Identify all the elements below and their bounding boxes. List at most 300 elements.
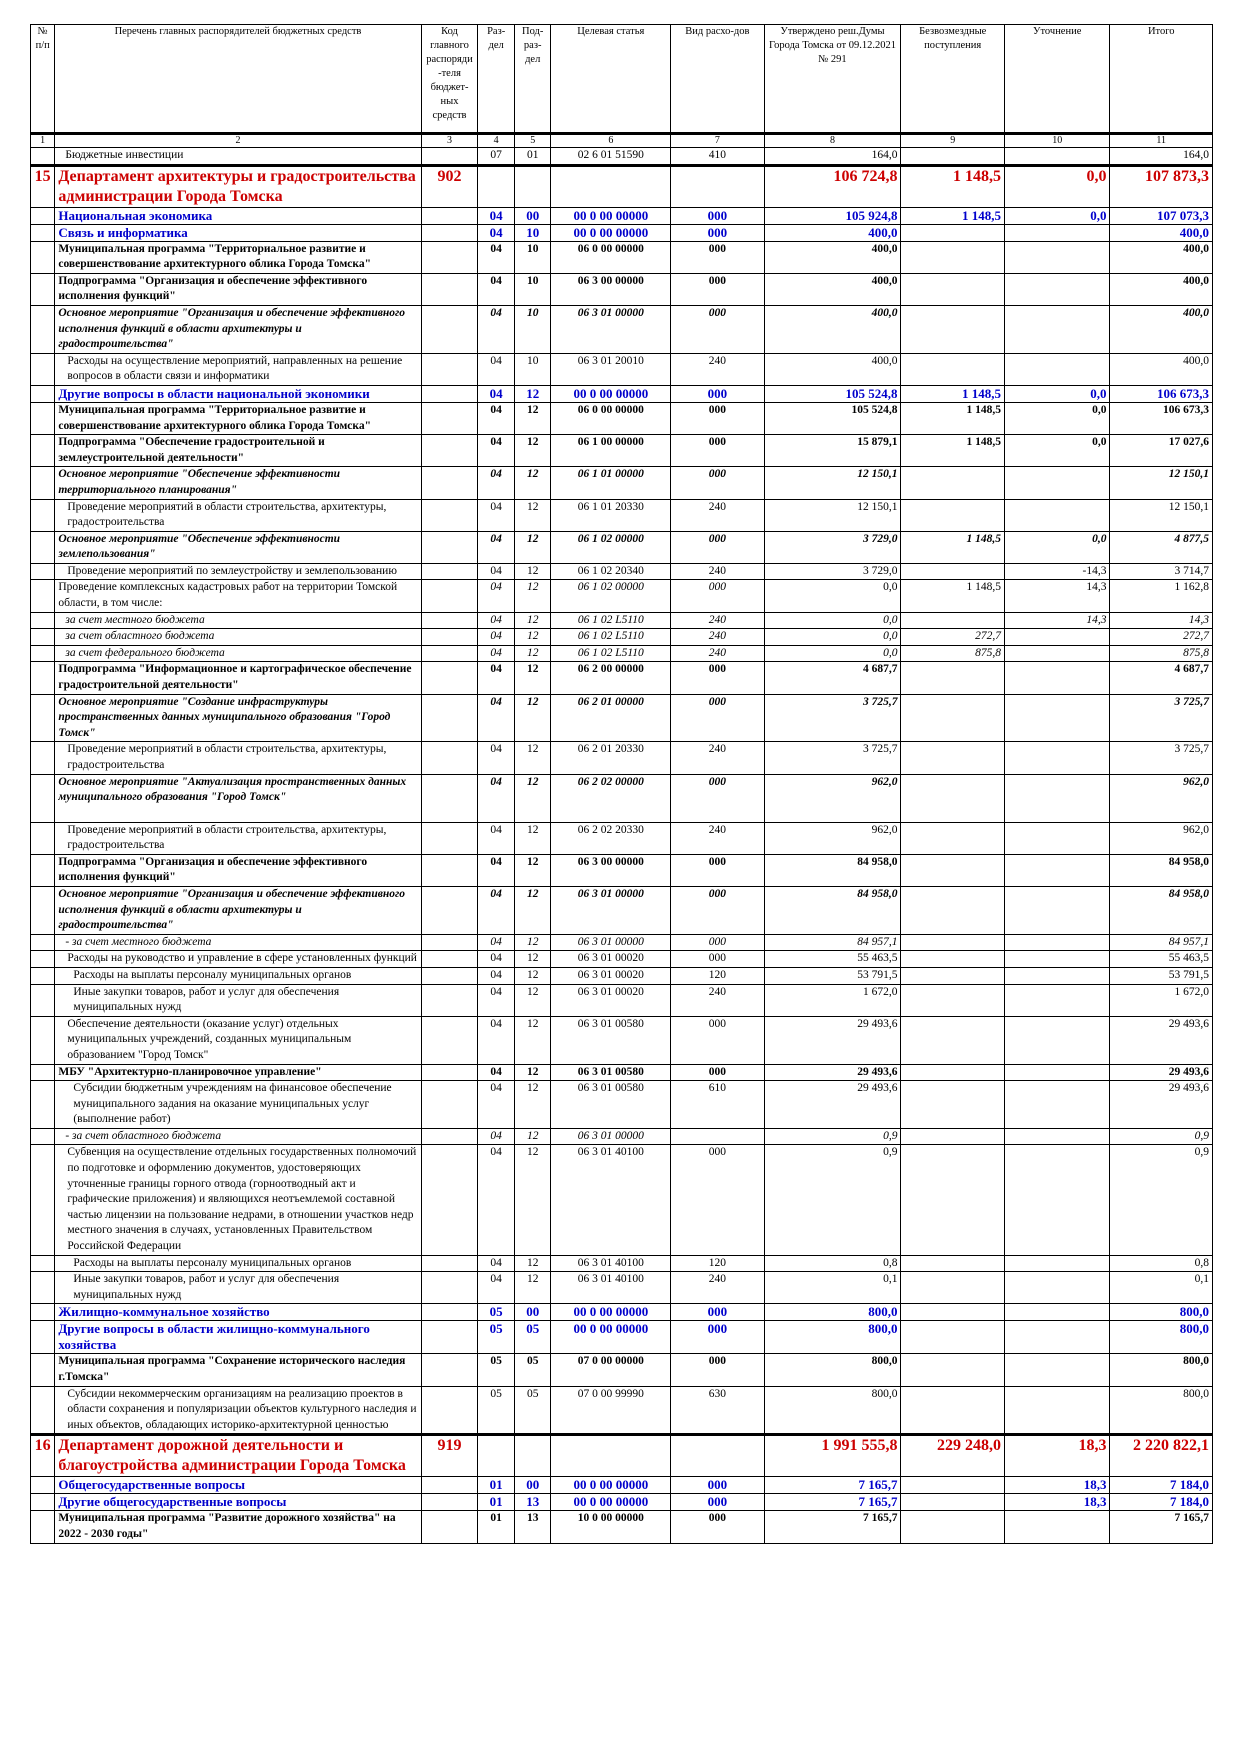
- table-row: [31, 1081, 1213, 1129]
- cell-subsection: 12: [514, 1064, 551, 1081]
- cell-total: 7 184,0: [1110, 1494, 1213, 1511]
- cell-expense-type: 120: [671, 1255, 764, 1272]
- cell-subsection: 12: [514, 385, 551, 402]
- cell-adjustment: [1004, 273, 1110, 305]
- cell-expense-type: [671, 165, 764, 207]
- cell-free-receipts: [901, 774, 1004, 822]
- cell-target-article: 00 0 00 00000: [551, 1321, 671, 1354]
- cell-section: 04: [478, 967, 515, 984]
- cell-name: Субсидии некоммерческим организациям на реализацию проектов в области сохранения и популяризации объектов культурного наследия и иных объектов, обладающих историко-архитектурной ценностью: [55, 1386, 421, 1435]
- cell-section: [478, 1435, 515, 1477]
- cell-row-number: [31, 385, 55, 402]
- cell-subsection: 12: [514, 1016, 551, 1064]
- cell-total: 29 493,6: [1110, 1064, 1213, 1081]
- table-row: [31, 886, 1213, 934]
- cell-adjustment: 14,3: [1004, 612, 1110, 629]
- col-header-target: Целевая статья: [551, 25, 671, 134]
- cell-name: Иные закупки товаров, работ и услуг для обеспечения муниципальных нужд: [55, 984, 421, 1016]
- cell-subsection: 12: [514, 951, 551, 968]
- col-header-num: № п/п: [31, 25, 55, 134]
- cell-name: Проведение комплексных кадастровых работ на территории Томской области, в том числе:: [55, 580, 421, 612]
- table-row: [31, 934, 1213, 951]
- table-row: [31, 1354, 1213, 1386]
- cell-section: 04: [478, 854, 515, 886]
- cell-subsection: 12: [514, 612, 551, 629]
- cell-name: Подпрограмма "Информационное и картографическое обеспечение градостроительной деятельности": [55, 662, 421, 694]
- cell-subsection: 12: [514, 531, 551, 563]
- cell-row-number: [31, 629, 55, 646]
- cell-gr-code: [421, 1255, 478, 1272]
- cell-free-receipts: [901, 1321, 1004, 1354]
- col-header-total: Итого: [1110, 25, 1213, 134]
- cell-target-article: 06 3 01 00000: [551, 886, 671, 934]
- cell-free-receipts: [901, 1016, 1004, 1064]
- cell-free-receipts: 1 148,5: [901, 580, 1004, 612]
- cell-gr-code: [421, 822, 478, 854]
- cell-expense-type: 000: [671, 402, 764, 434]
- cell-expense-type: 000: [671, 934, 764, 951]
- cell-gr-code: [421, 662, 478, 694]
- cell-approved: 3 725,7: [764, 694, 901, 742]
- cell-target-article: 06 0 00 00000: [551, 241, 671, 273]
- cell-section: 04: [478, 241, 515, 273]
- cell-name: Муниципальная программа "Территориальное развитие и совершенствование архитектурного облика Города Томска": [55, 402, 421, 434]
- cell-row-number: [31, 1081, 55, 1129]
- table-row: [31, 951, 1213, 968]
- cell-subsection: 00: [514, 207, 551, 224]
- cell-target-article: 06 3 01 00020: [551, 967, 671, 984]
- cell-subsection: 12: [514, 467, 551, 499]
- cell-free-receipts: 1 148,5: [901, 531, 1004, 563]
- cell-section: 05: [478, 1386, 515, 1435]
- cell-approved: 400,0: [764, 305, 901, 353]
- col-number: 8: [764, 134, 901, 148]
- cell-gr-code: [421, 1128, 478, 1145]
- cell-approved: 962,0: [764, 774, 901, 822]
- table-row: [31, 694, 1213, 742]
- cell-gr-code: [421, 305, 478, 353]
- cell-subsection: 12: [514, 499, 551, 531]
- cell-section: 05: [478, 1304, 515, 1321]
- cell-approved: 4 687,7: [764, 662, 901, 694]
- cell-name: Обеспечение деятельности (оказание услуг) отдельных муниципальных учреждений, созданных муниципальным образованием "Город Томск": [55, 1016, 421, 1064]
- cell-gr-code: [421, 385, 478, 402]
- cell-subsection: 05: [514, 1321, 551, 1354]
- cell-adjustment: [1004, 1272, 1110, 1304]
- cell-target-article: 06 0 00 00000: [551, 402, 671, 434]
- cell-gr-code: [421, 148, 478, 166]
- col-header-section: Раз-дел: [478, 25, 515, 134]
- cell-gr-code: [421, 435, 478, 467]
- cell-approved: 3 729,0: [764, 531, 901, 563]
- cell-row-number: [31, 645, 55, 662]
- col-number: 7: [671, 134, 764, 148]
- cell-free-receipts: [901, 1511, 1004, 1543]
- budget-table-container: [30, 24, 1213, 1544]
- cell-free-receipts: [901, 694, 1004, 742]
- cell-gr-code: [421, 629, 478, 646]
- cell-gr-code: 919: [421, 1435, 478, 1477]
- cell-subsection: [514, 165, 551, 207]
- cell-free-receipts: 1 148,5: [901, 435, 1004, 467]
- cell-approved: 105 924,8: [764, 207, 901, 224]
- table-row: [31, 241, 1213, 273]
- cell-expense-type: 000: [671, 580, 764, 612]
- cell-name: за счет федерального бюджета: [55, 645, 421, 662]
- cell-section: 04: [478, 742, 515, 774]
- cell-approved: 84 958,0: [764, 854, 901, 886]
- cell-adjustment: [1004, 934, 1110, 951]
- cell-row-number: [31, 435, 55, 467]
- cell-section: 04: [478, 951, 515, 968]
- cell-gr-code: [421, 1081, 478, 1129]
- cell-target-article: 06 1 02 00000: [551, 531, 671, 563]
- cell-adjustment: [1004, 662, 1110, 694]
- col-header-expense-type: Вид расхо-дов: [671, 25, 764, 134]
- cell-adjustment: 14,3: [1004, 580, 1110, 612]
- cell-name: Проведение мероприятий в области строительства, архитектуры, градостроительства: [55, 499, 421, 531]
- cell-subsection: 12: [514, 854, 551, 886]
- cell-name: Иные закупки товаров, работ и услуг для обеспечения муниципальных нужд: [55, 1272, 421, 1304]
- cell-adjustment: [1004, 1145, 1110, 1255]
- cell-section: 05: [478, 1321, 515, 1354]
- cell-free-receipts: [901, 241, 1004, 273]
- cell-subsection: 13: [514, 1494, 551, 1511]
- cell-section: 04: [478, 1255, 515, 1272]
- cell-gr-code: [421, 531, 478, 563]
- cell-section: 04: [478, 563, 515, 580]
- table-row: [31, 1016, 1213, 1064]
- cell-name: МБУ "Архитектурно-планировочное управление": [55, 1064, 421, 1081]
- cell-expense-type: 000: [671, 224, 764, 241]
- cell-gr-code: [421, 1511, 478, 1543]
- cell-target-article: 06 3 00 00000: [551, 854, 671, 886]
- cell-approved: 1 991 555,8: [764, 1435, 901, 1477]
- cell-gr-code: [421, 273, 478, 305]
- cell-target-article: 06 3 01 40100: [551, 1272, 671, 1304]
- cell-gr-code: [421, 886, 478, 934]
- cell-section: 04: [478, 645, 515, 662]
- cell-adjustment: [1004, 353, 1110, 385]
- cell-row-number: [31, 1477, 55, 1494]
- cell-total: 106 673,3: [1110, 385, 1213, 402]
- cell-free-receipts: [901, 1255, 1004, 1272]
- table-row: [31, 148, 1213, 166]
- table-row: [31, 1386, 1213, 1435]
- cell-total: 4 877,5: [1110, 531, 1213, 563]
- budget-table: [30, 24, 1213, 1544]
- cell-subsection: 12: [514, 822, 551, 854]
- cell-free-receipts: [901, 951, 1004, 968]
- cell-expense-type: 240: [671, 822, 764, 854]
- cell-row-number: [31, 207, 55, 224]
- cell-row-number: [31, 563, 55, 580]
- table-row: [31, 1128, 1213, 1145]
- section-row: [31, 385, 1213, 402]
- table-row: [31, 402, 1213, 434]
- cell-section: 04: [478, 207, 515, 224]
- cell-name: Муниципальная программа "Территориальное развитие и совершенствование архитектурного облика Города Томска": [55, 241, 421, 273]
- cell-target-article: 06 1 02 L5110: [551, 645, 671, 662]
- cell-total: 800,0: [1110, 1321, 1213, 1354]
- section-row: [31, 224, 1213, 241]
- cell-total: 2 220 822,1: [1110, 1435, 1213, 1477]
- cell-expense-type: 630: [671, 1386, 764, 1435]
- cell-adjustment: [1004, 467, 1110, 499]
- cell-expense-type: 000: [671, 207, 764, 224]
- cell-section: 04: [478, 612, 515, 629]
- cell-name: Субвенция на осуществление отдельных государственных полномочий по подготовке и оформлению документов, удостоверяющих уточненные границы горного отвода (горноотводный акт и графические приложения) и являющихся неотъемлемой составной частью лицензии на пользование недрами, в отношении участков недр местного значения в случаях, установленных Правительством Российской Федерации: [55, 1145, 421, 1255]
- cell-gr-code: [421, 499, 478, 531]
- table-row: [31, 1064, 1213, 1081]
- col-header-code: Код главного распоряди-теля бюджет-ных средств: [421, 25, 478, 134]
- table-row: [31, 612, 1213, 629]
- table-row: [31, 822, 1213, 854]
- cell-adjustment: 18,3: [1004, 1494, 1110, 1511]
- cell-section: 01: [478, 1494, 515, 1511]
- cell-total: 7 165,7: [1110, 1511, 1213, 1543]
- cell-gr-code: [421, 563, 478, 580]
- cell-name: Основное мероприятие "Обеспечение эффективности территориального планирования": [55, 467, 421, 499]
- cell-expense-type: 000: [671, 1145, 764, 1255]
- cell-total: 14,3: [1110, 612, 1213, 629]
- cell-approved: 53 791,5: [764, 967, 901, 984]
- table-body: [31, 148, 1213, 1544]
- cell-approved: 0,0: [764, 645, 901, 662]
- cell-target-article: 06 3 01 00020: [551, 951, 671, 968]
- cell-free-receipts: [901, 934, 1004, 951]
- cell-row-number: [31, 467, 55, 499]
- cell-approved: 29 493,6: [764, 1016, 901, 1064]
- cell-row-number: [31, 612, 55, 629]
- cell-target-article: 06 2 01 00000: [551, 694, 671, 742]
- cell-total: 0,9: [1110, 1128, 1213, 1145]
- cell-subsection: 12: [514, 1272, 551, 1304]
- cell-section: 05: [478, 1354, 515, 1386]
- cell-expense-type: 000: [671, 1511, 764, 1543]
- cell-row-number: [31, 353, 55, 385]
- cell-approved: 55 463,5: [764, 951, 901, 968]
- cell-approved: 0,8: [764, 1255, 901, 1272]
- cell-subsection: 12: [514, 662, 551, 694]
- cell-target-article: 06 1 02 L5110: [551, 612, 671, 629]
- cell-approved: 105 524,8: [764, 385, 901, 402]
- cell-total: 962,0: [1110, 822, 1213, 854]
- cell-adjustment: [1004, 305, 1110, 353]
- cell-total: 3 725,7: [1110, 742, 1213, 774]
- cell-name: Расходы на выплаты персоналу муниципальных органов: [55, 967, 421, 984]
- cell-expense-type: 000: [671, 1016, 764, 1064]
- cell-adjustment: [1004, 1064, 1110, 1081]
- cell-expense-type: 240: [671, 563, 764, 580]
- col-number: 9: [901, 134, 1004, 148]
- cell-total: 3 714,7: [1110, 563, 1213, 580]
- cell-gr-code: [421, 580, 478, 612]
- cell-section: 04: [478, 224, 515, 241]
- cell-gr-code: [421, 1477, 478, 1494]
- cell-row-number: [31, 854, 55, 886]
- cell-section: 04: [478, 1272, 515, 1304]
- cell-section: 04: [478, 531, 515, 563]
- cell-gr-code: [421, 742, 478, 774]
- cell-name: Другие общегосударственные вопросы: [55, 1494, 421, 1511]
- cell-expense-type: 240: [671, 984, 764, 1016]
- cell-expense-type: [671, 1128, 764, 1145]
- cell-name: Проведение мероприятий в области строительства, архитектуры, градостроительства: [55, 822, 421, 854]
- cell-target-article: [551, 1435, 671, 1477]
- cell-adjustment: [1004, 854, 1110, 886]
- cell-row-number: [31, 531, 55, 563]
- cell-subsection: 12: [514, 563, 551, 580]
- cell-free-receipts: [901, 499, 1004, 531]
- cell-free-receipts: [901, 1386, 1004, 1435]
- cell-section: 04: [478, 822, 515, 854]
- cell-total: 106 673,3: [1110, 402, 1213, 434]
- cell-total: 1 162,8: [1110, 580, 1213, 612]
- cell-target-article: 00 0 00 00000: [551, 1304, 671, 1321]
- cell-target-article: 06 1 00 00000: [551, 435, 671, 467]
- cell-section: 07: [478, 148, 515, 166]
- col-number: 3: [421, 134, 478, 148]
- cell-target-article: 00 0 00 00000: [551, 385, 671, 402]
- cell-row-number: [31, 662, 55, 694]
- cell-name: Субсидии бюджетным учреждениям на финансовое обеспечение муниципального задания на оказание муниципальных услуг (выполнение работ): [55, 1081, 421, 1129]
- cell-total: 0,1: [1110, 1272, 1213, 1304]
- cell-free-receipts: [901, 984, 1004, 1016]
- cell-name: Подпрограмма "Организация и обеспечение эффективного исполнения функций": [55, 854, 421, 886]
- cell-expense-type: 240: [671, 1272, 764, 1304]
- cell-approved: 84 958,0: [764, 886, 901, 934]
- cell-section: 04: [478, 402, 515, 434]
- cell-expense-type: 000: [671, 662, 764, 694]
- cell-total: 84 957,1: [1110, 934, 1213, 951]
- cell-section: 04: [478, 774, 515, 822]
- cell-free-receipts: [901, 224, 1004, 241]
- col-header-free-receipts: Безвозмездные поступления: [901, 25, 1004, 134]
- cell-approved: 12 150,1: [764, 499, 901, 531]
- cell-subsection: 12: [514, 742, 551, 774]
- cell-gr-code: [421, 1321, 478, 1354]
- cell-row-number: [31, 1145, 55, 1255]
- cell-row-number: [31, 1272, 55, 1304]
- cell-name: Департамент дорожной деятельности и благоустройства администрации Города Томска: [55, 1435, 421, 1477]
- cell-gr-code: [421, 1386, 478, 1435]
- cell-adjustment: [1004, 984, 1110, 1016]
- cell-free-receipts: [901, 886, 1004, 934]
- cell-subsection: [514, 1435, 551, 1477]
- cell-expense-type: 000: [671, 467, 764, 499]
- table-row: [31, 435, 1213, 467]
- cell-gr-code: [421, 774, 478, 822]
- cell-adjustment: [1004, 951, 1110, 968]
- cell-row-number: [31, 305, 55, 353]
- cell-free-receipts: [901, 273, 1004, 305]
- cell-free-receipts: 272,7: [901, 629, 1004, 646]
- cell-row-number: [31, 886, 55, 934]
- cell-subsection: 10: [514, 241, 551, 273]
- cell-name: Проведение мероприятий по землеустройству и землепользованию: [55, 563, 421, 580]
- cell-name: Расходы на выплаты персоналу муниципальных органов: [55, 1255, 421, 1272]
- cell-free-receipts: [901, 742, 1004, 774]
- cell-section: 04: [478, 467, 515, 499]
- cell-approved: 3 725,7: [764, 742, 901, 774]
- cell-gr-code: [421, 353, 478, 385]
- cell-adjustment: [1004, 742, 1110, 774]
- cell-target-article: 00 0 00 00000: [551, 207, 671, 224]
- cell-name: Основное мероприятие "Актуализация пространственных данных муниципального образования "Город Томск": [55, 774, 421, 822]
- cell-row-number: 16: [31, 1435, 55, 1477]
- cell-target-article: 06 2 02 00000: [551, 774, 671, 822]
- cell-section: 04: [478, 934, 515, 951]
- cell-target-article: 00 0 00 00000: [551, 1494, 671, 1511]
- cell-subsection: 12: [514, 967, 551, 984]
- cell-expense-type: 240: [671, 499, 764, 531]
- cell-name: Подпрограмма "Обеспечение градостроительной и землеустроительной деятельности": [55, 435, 421, 467]
- cell-row-number: [31, 1016, 55, 1064]
- cell-total: 272,7: [1110, 629, 1213, 646]
- cell-approved: 29 493,6: [764, 1064, 901, 1081]
- cell-total: 107 073,3: [1110, 207, 1213, 224]
- cell-approved: 0,9: [764, 1145, 901, 1255]
- cell-total: 12 150,1: [1110, 467, 1213, 499]
- cell-target-article: 06 1 02 20340: [551, 563, 671, 580]
- cell-gr-code: [421, 467, 478, 499]
- cell-approved: 7 165,7: [764, 1494, 901, 1511]
- cell-name: Основное мероприятие "Обеспечение эффективности землепользования": [55, 531, 421, 563]
- cell-subsection: 12: [514, 1081, 551, 1129]
- table-row: [31, 531, 1213, 563]
- cell-adjustment: [1004, 967, 1110, 984]
- cell-name: - за счет областного бюджета: [55, 1128, 421, 1145]
- cell-subsection: 05: [514, 1354, 551, 1386]
- cell-expense-type: 410: [671, 148, 764, 166]
- cell-gr-code: [421, 402, 478, 434]
- cell-free-receipts: [901, 353, 1004, 385]
- cell-free-receipts: [901, 1272, 1004, 1304]
- cell-free-receipts: [901, 1494, 1004, 1511]
- cell-expense-type: 000: [671, 1477, 764, 1494]
- cell-adjustment: [1004, 645, 1110, 662]
- cell-expense-type: 240: [671, 742, 764, 774]
- cell-approved: 962,0: [764, 822, 901, 854]
- section-row: [31, 1304, 1213, 1321]
- cell-free-receipts: 1 148,5: [901, 165, 1004, 207]
- table-row: [31, 1511, 1213, 1543]
- cell-name: Основное мероприятие "Организация и обеспечение эффективного исполнения функций в области архитектуры и градостроительства": [55, 305, 421, 353]
- cell-gr-code: [421, 207, 478, 224]
- cell-subsection: 05: [514, 1386, 551, 1435]
- cell-total: 800,0: [1110, 1386, 1213, 1435]
- cell-gr-code: [421, 967, 478, 984]
- cell-total: 0,9: [1110, 1145, 1213, 1255]
- cell-row-number: [31, 1494, 55, 1511]
- cell-target-article: 06 1 02 00000: [551, 580, 671, 612]
- cell-row-number: [31, 273, 55, 305]
- cell-expense-type: 000: [671, 435, 764, 467]
- cell-target-article: [551, 165, 671, 207]
- cell-total: 400,0: [1110, 353, 1213, 385]
- table-row: [31, 580, 1213, 612]
- cell-row-number: [31, 148, 55, 166]
- table-row: [31, 629, 1213, 646]
- table-row: [31, 645, 1213, 662]
- cell-approved: 3 729,0: [764, 563, 901, 580]
- cell-gr-code: [421, 1304, 478, 1321]
- cell-expense-type: 000: [671, 305, 764, 353]
- table-row: [31, 742, 1213, 774]
- cell-subsection: 12: [514, 1255, 551, 1272]
- cell-adjustment: 18,3: [1004, 1435, 1110, 1477]
